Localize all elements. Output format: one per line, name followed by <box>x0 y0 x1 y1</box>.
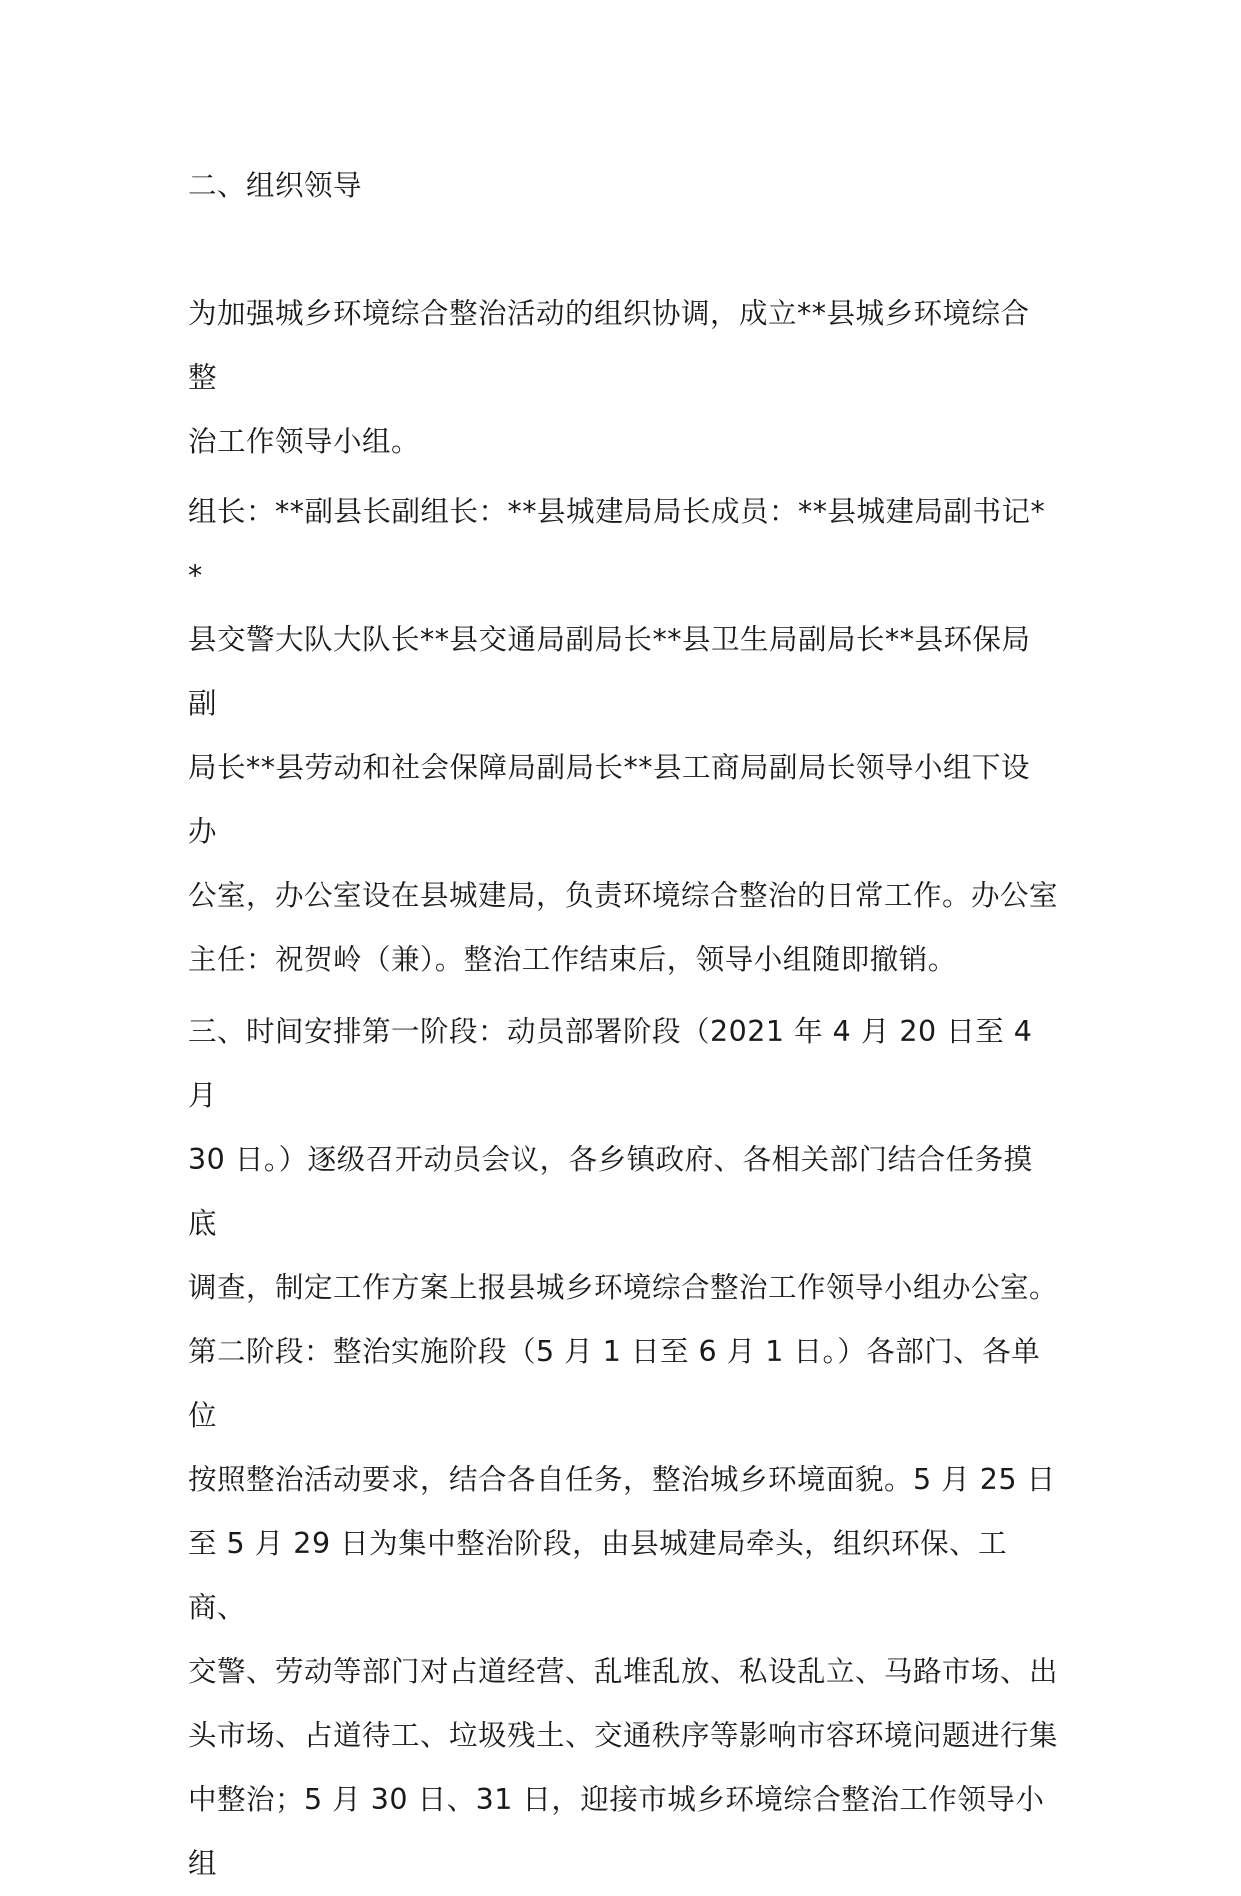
body-paragraph-members: 组长：**副县长副组长：**县城建局局长成员：**县城建局副书记** 县交警大队大队长**县交通局副局长**县卫生局副局长**县环保局副 局长**县劳动和社会保障局副局长**县工商局副局长领导小组下设办 公室，办公室设在县城建局，负责环境综合整治的日常工作。办公室 主任：祝贺岭（兼）。整治工作结束后，领导小组随即撤销。 <box>188 495 1059 976</box>
body-paragraph-intro: 为加强城乡环境综合整治活动的组织协调，成立**县城乡环境综合整 治工作领导小组。 <box>188 297 1030 458</box>
section-heading: 二、组织领导 <box>188 169 363 202</box>
body-paragraph-schedule: 三、时间安排第一阶段：动员部署阶段（2021 年 4 月 20 日至 4 月 30 日。）逐级召开动员会议，各乡镇政府、各相关部门结合任务摸底 调查，制定工作方案上报县城乡环境综合整治工作领导小组办公室。 第二阶段：整治实施阶段（5 月 1 日至 6 月 1 日。）各部门、各单位 按照整治活动要求，结合各自任务，整治城乡环境面貌。5 月 25 日 至 5 月 29 日为集中整治阶段，由县城建局牵头，组织环保、工商、 交警、劳动等部门对占道经营、乱堆乱放、私设乱立、马路市场、出 头市场、占道待工、垃圾残土、交通秩序等影响市容环境问题进行集 中整治；5 月 30 日、31 日，迎接市城乡环境综合整治工作领导小组 <box>188 1015 1059 1880</box>
